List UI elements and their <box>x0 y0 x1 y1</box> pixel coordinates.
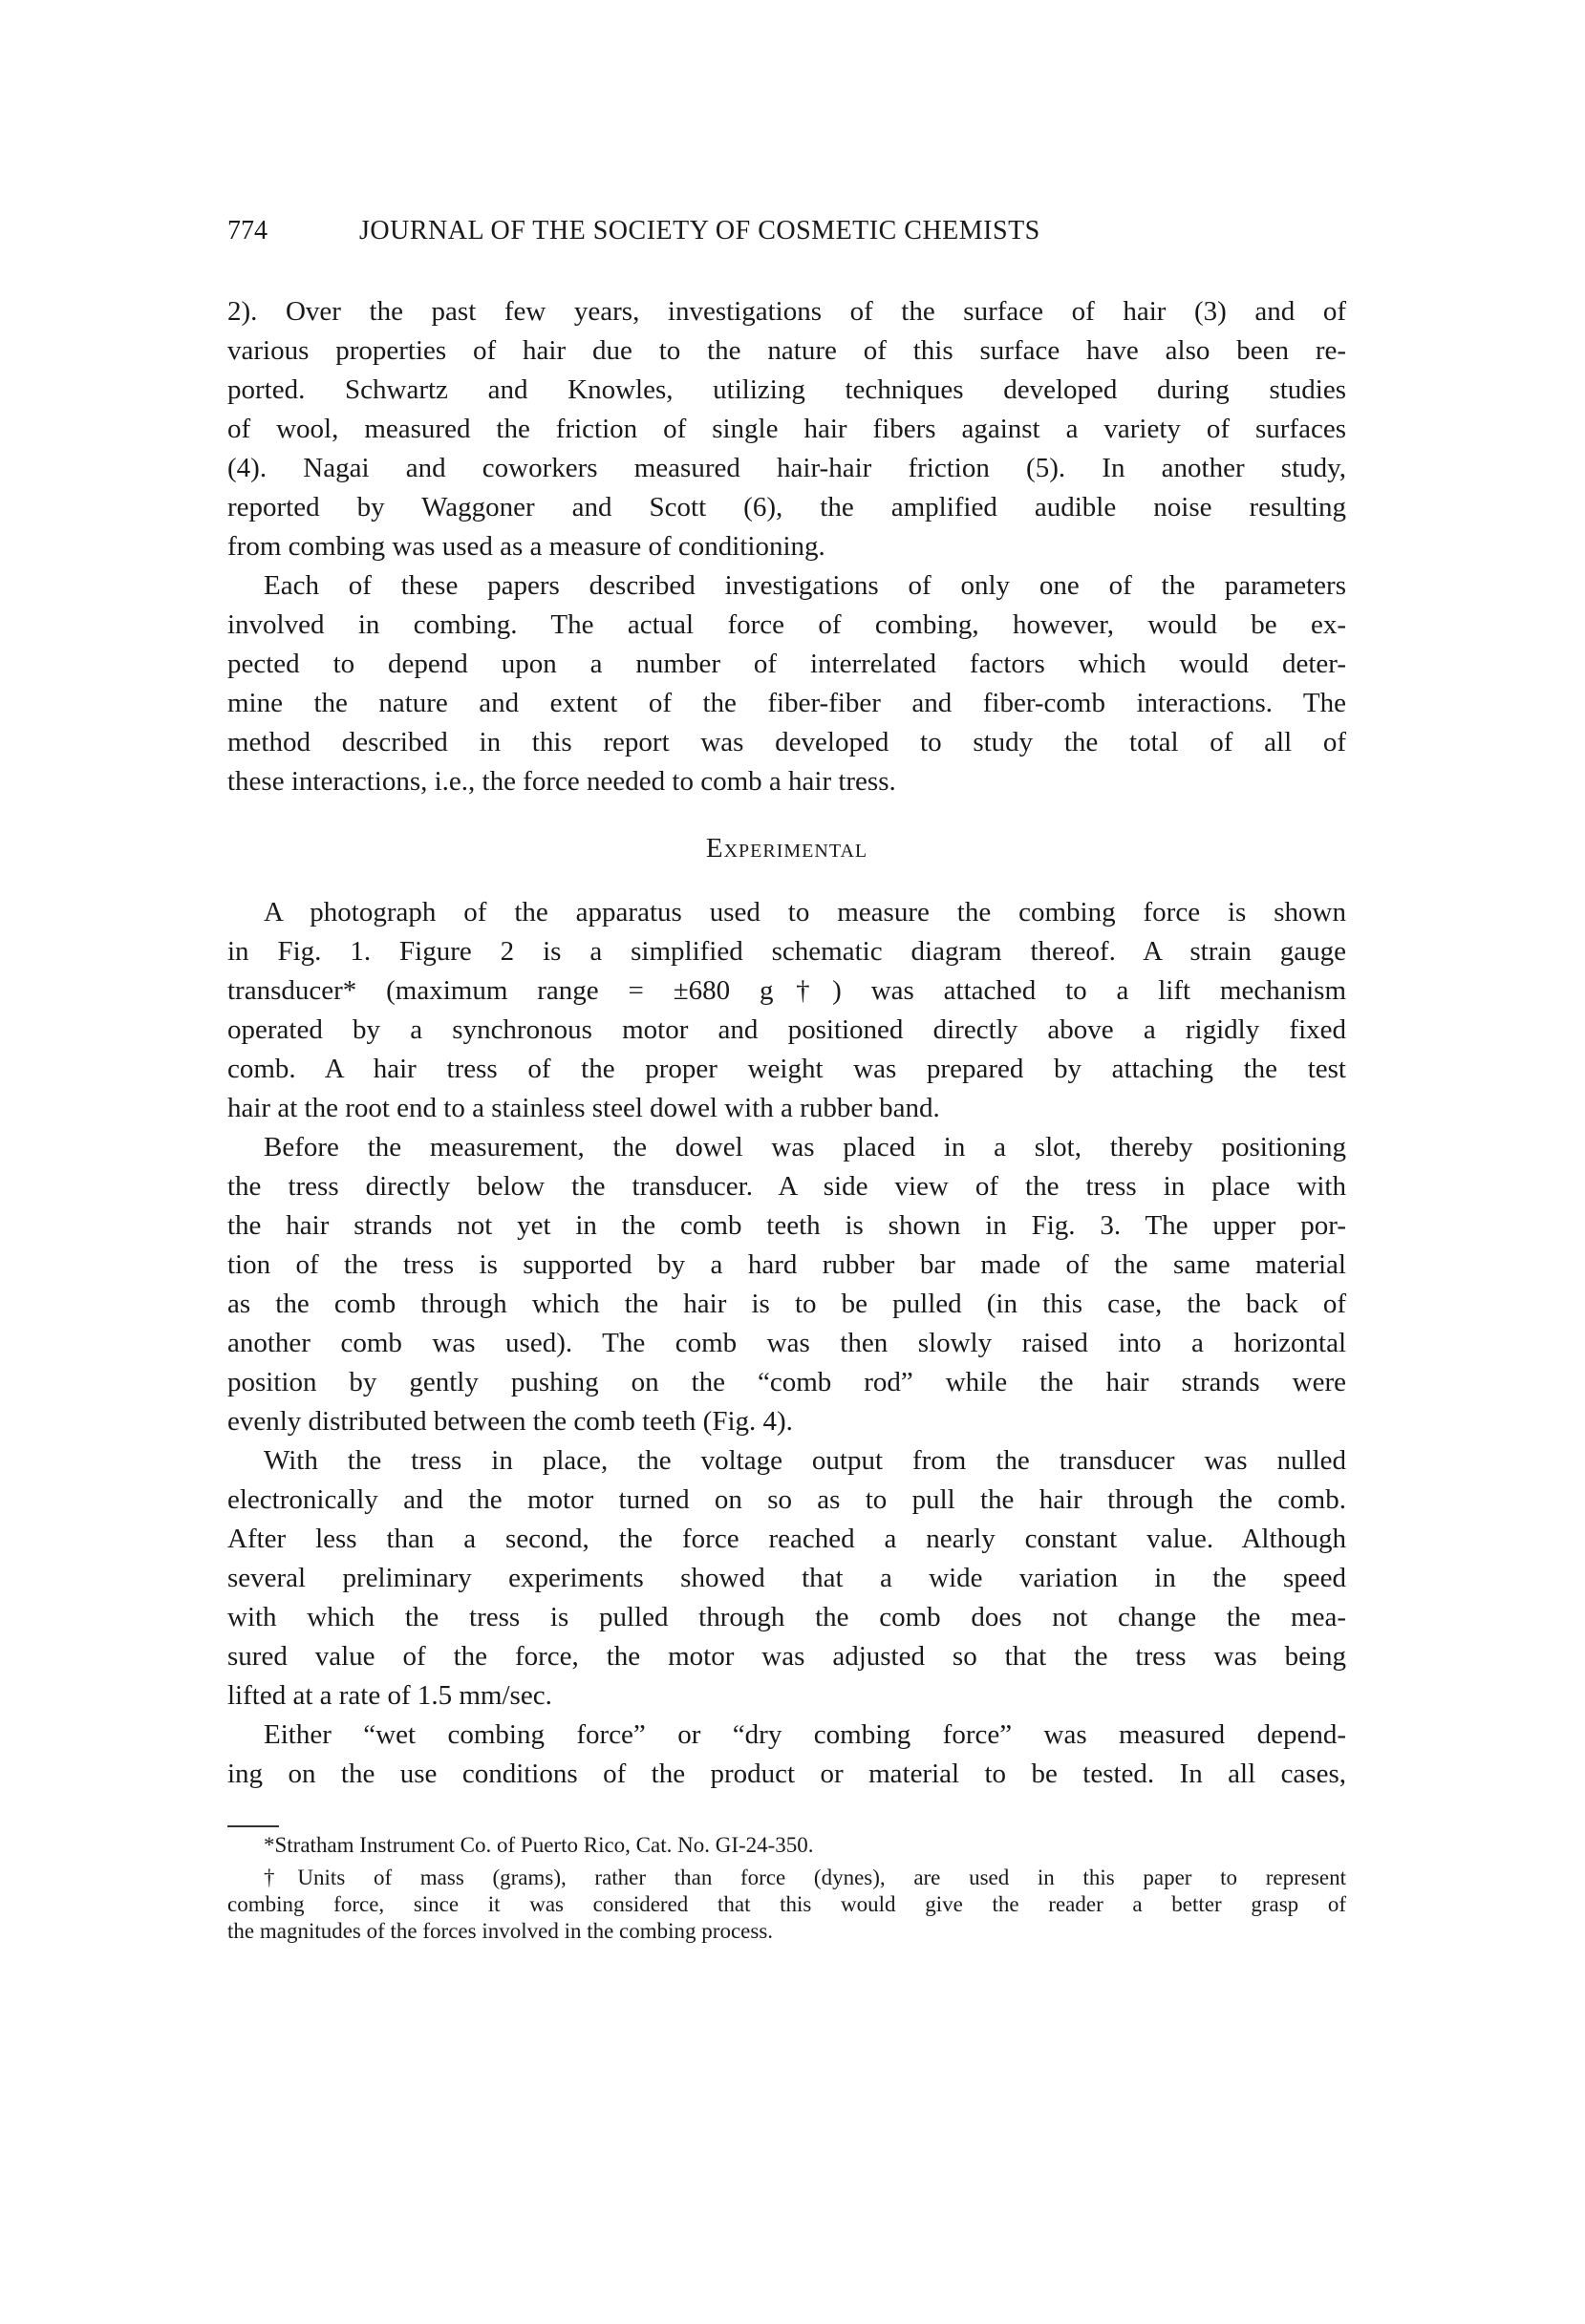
running-header <box>227 212 1211 250</box>
text-line: tion of the tress is supported by a hard rubber bar made of the same material <box>227 1249 1346 1280</box>
text-line: hair at the root end to a stainless steel dowel with a rubber band. <box>227 1093 940 1123</box>
text-line: the magnitudes of the forces involved in the combing process. <box>227 1919 774 1943</box>
text-line: several preliminary experiments showed that a wide variation in the speed <box>227 1563 1346 1593</box>
text-line: After less than a second, the force reached a nearly constant value. Although <box>227 1524 1346 1554</box>
body-text-bottom <box>227 893 1346 1794</box>
text-line: various properties of hair due to the nature of this surface have also been re- <box>227 335 1346 366</box>
paragraph <box>227 566 1346 801</box>
text-line: mine the nature and extent of the fiber-fiber and fiber-comb interactions. The <box>227 688 1346 718</box>
journal-title: JOURNAL OF THE SOCIETY OF COSMETIC CHEMISTS <box>359 216 1040 245</box>
text-line: evenly distributed between the comb teeth (Fig. 4). <box>227 1406 793 1437</box>
footnote <box>227 1832 1346 1859</box>
text-line: reported by Waggoner and Scott (6), the amplified audible noise resulting <box>227 492 1346 522</box>
text-line: the hair strands not yet in the comb teeth is shown in Fig. 3. The upper por- <box>227 1210 1346 1241</box>
footnote <box>227 1865 1346 1945</box>
text-line: †Units of mass (grams), rather than force (dynes), are used in this paper to represent <box>264 1866 1346 1889</box>
text-line: position by gently pushing on the “comb rod” while the hair strands were <box>227 1367 1346 1397</box>
text-line: lifted at a rate of 1.5 mm/sec. <box>227 1680 552 1711</box>
footnotes <box>227 1832 1346 1945</box>
text-line: as the comb through which the hair is to be pulled (in this case, the back of <box>227 1289 1346 1319</box>
text-line: Either “wet combing force” or “dry combing force” was measured depend- <box>264 1719 1346 1750</box>
paragraph <box>227 893 1346 1128</box>
text-line: Before the measurement, the dowel was placed in a slot, thereby positioning <box>264 1132 1346 1162</box>
text-line: 2). Over the past few years, investigations of the surface of hair (3) and of <box>227 296 1346 327</box>
paragraph <box>227 1128 1346 1441</box>
text-line: with which the tress is pulled through the comb does not change the mea- <box>227 1602 1346 1632</box>
paragraph <box>227 292 1346 566</box>
text-line: comb. A hair tress of the proper weight was prepared by attaching the test <box>227 1054 1346 1084</box>
text-line: *Stratham Instrument Co. of Puerto Rico, Cat. No. GI-24-350. <box>264 1833 814 1857</box>
section-heading: Experimental <box>705 833 868 864</box>
text-line: from combing was used as a measure of conditioning. <box>227 531 825 562</box>
body-text-top <box>227 292 1346 801</box>
text-line: combing force, since it was considered that this would give the reader a better grasp of <box>227 1892 1346 1916</box>
text-line: With the tress in place, the voltage output from the transducer was nulled <box>264 1445 1346 1476</box>
text-line: another comb was used). The comb was then slowly raised into a horizontal <box>227 1328 1346 1358</box>
text-line: Each of these papers described investigations of only one of the parameters <box>264 570 1346 601</box>
footnote-rule <box>227 1825 279 1827</box>
text-line: operated by a synchronous motor and positioned directly above a rigidly fixed <box>227 1014 1346 1045</box>
text-line: electronically and the motor turned on so as to pull the hair through the comb. <box>227 1484 1346 1515</box>
text-line: sured value of the force, the motor was adjusted so that the tress was being <box>227 1641 1346 1672</box>
text-line: A photograph of the apparatus used to measure the combing force is shown <box>264 897 1346 927</box>
text-line: of wool, measured the friction of single hair fibers against a variety of surfaces <box>227 414 1346 444</box>
text-line: in Fig. 1. Figure 2 is a simplified schematic diagram thereof. A strain gauge <box>227 936 1346 967</box>
text-line: method described in this report was developed to study the total of all of <box>227 727 1346 757</box>
paragraph <box>227 1716 1346 1794</box>
text-line: pected to depend upon a number of interrelated factors which would deter- <box>227 649 1346 679</box>
page-number: 774 <box>227 216 268 245</box>
text-line: involved in combing. The actual force of combing, however, would be ex- <box>227 609 1346 640</box>
text-line: transducer* (maximum range = ±680 g†) was attached to a lift mechanism <box>227 975 1346 1006</box>
text-line: these interactions, i.e., the force needed to comb a hair tress. <box>227 766 896 797</box>
text-line: (4). Nagai and coworkers measured hair-hair friction (5). In another study, <box>227 453 1346 483</box>
text-line: the tress directly below the transducer. A side view of the tress in place with <box>227 1171 1346 1202</box>
text-line: ported. Schwartz and Knowles, utilizing techniques developed during studies <box>227 374 1346 405</box>
paragraph <box>227 1441 1346 1716</box>
text-line: ing on the use conditions of the product or material to be tested. In all cases, <box>227 1759 1346 1789</box>
